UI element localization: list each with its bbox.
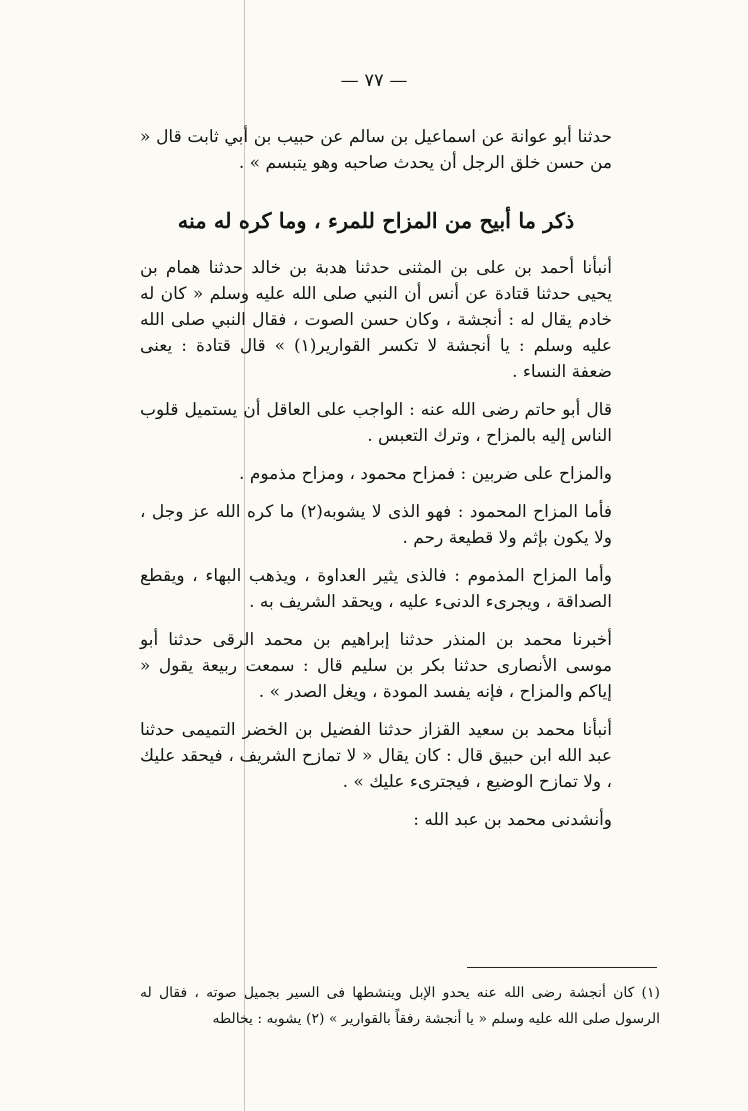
paragraph: وأنشدنى محمد بن عبد الله : [413, 810, 612, 830]
paragraph: أنبأنا محمد بن سعيد القزاز حدثنا الفضيل بن الخضر التميمى حدثنا عبد الله ابن حبيق قال : كان يقال « لا تمازح الشريف ، فيحقد عليك ، ولا تمازح الوضيع ، فيجترىء عليك » . [140, 720, 612, 792]
intro-paragraph: حدثنا أبو عوانة عن اسماعيل بن سالم عن حبيب بن أبي ثابت قال « من حسن خلق الرجل أن يحدث صاحبه وهو يتبسم » . [140, 127, 612, 173]
paragraph: قال أبو حاتم رضى الله عنه : الواجب على العاقل أن يستميل قلوب الناس إليه بالمزاح ، وترك التعبس . [140, 400, 612, 446]
footnote-divider [467, 967, 657, 968]
paragraph: والمزاح على ضربين : فمزاح محمود ، ومزاح مذموم . [239, 464, 612, 484]
main-text-block [140, 255, 612, 845]
footnotes-block [140, 980, 660, 1032]
footnote: (١) كان أنجشة رضى الله عنه يحدو الإبل وينشطها فى السير بجميل صوته ، فقال له الرسول صلى الله عليه وسلم « يا أنجشة رفقاً بالقوارير » (٢) يشوبه : يخالطه [140, 985, 660, 1027]
paragraph: أخبرنا محمد بن المنذر حدثنا إبراهيم بن محمد الرقى حدثنا أبو موسى الأنصارى حدثنا بكر بن سليم قال : سمعت ربيعة يقول « إياكم والمزاح ، فإنه يفسد المودة ، ويغل الصدر » . [140, 630, 612, 702]
section-heading: ذكر ما أبيح من المزاح للمرء ، وما كره له منه [177, 208, 575, 233]
page-number: — ٧٧ — [340, 70, 408, 91]
intro-text-block [140, 124, 612, 188]
paragraph: وأما المزاح المذموم : فالذى يثير العداوة ، ويذهب البهاء ، ويقطع الصداقة ، ويجرىء الدنىء عليه ، ويحقد الشريف به . [140, 566, 612, 612]
paragraph: أنبأنا أحمد بن على بن المثنى حدثنا هدبة بن خالد حدثنا همام بن يحيى حدثنا قتادة عن أنس أن النبي صلى الله عليه وسلم « كان له خادم يقال له : أنجشة ، وكان حسن الصوت ، فقال النبي صلى الله عليه وسلم : يا أنجشة لا تكسر القوارير(١) » قال قتادة : يعنى ضعفة النساء . [140, 258, 612, 382]
paragraph: فأما المزاح المحمود : فهو الذى لا يشوبه(٢) ما كره الله عز وجل ، ولا يكون بإثم ولا قطيعة رحم . [140, 502, 613, 548]
